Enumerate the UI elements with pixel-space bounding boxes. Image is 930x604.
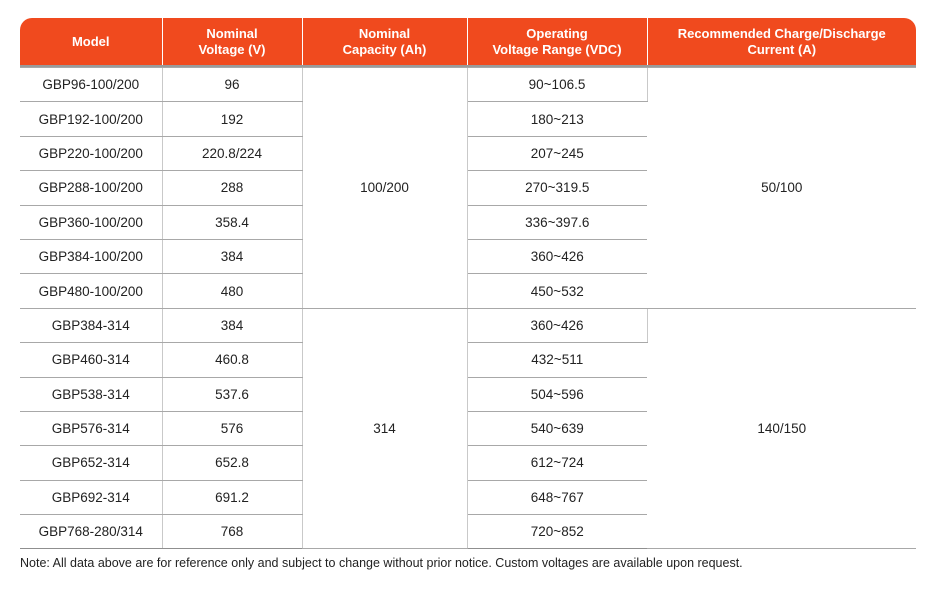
cell-nominal-voltage: 384: [162, 308, 302, 342]
header-nominal-voltage: Nominal Voltage (V): [162, 18, 302, 66]
cell-model: GBP480-100/200: [20, 274, 162, 308]
cell-model: GBP384-314: [20, 308, 162, 342]
table-header: [20, 18, 916, 66]
cell-operating-voltage-range: 612~724: [467, 446, 647, 480]
cell-operating-voltage-range: 360~426: [467, 239, 647, 273]
cell-operating-voltage-range: 540~639: [467, 411, 647, 445]
cell-operating-voltage-range: 504~596: [467, 377, 647, 411]
cell-nominal-voltage: 220.8/224: [162, 136, 302, 170]
cell-nominal-voltage: 192: [162, 102, 302, 136]
cell-model: GBP652-314: [20, 446, 162, 480]
cell-operating-voltage-range: 90~106.5: [467, 68, 647, 102]
cell-nominal-voltage: 691.2: [162, 480, 302, 514]
cell-nominal-voltage: 768: [162, 515, 302, 549]
cell-nominal-voltage: 96: [162, 68, 302, 102]
cell-model: GBP692-314: [20, 480, 162, 514]
cell-operating-voltage-range: 180~213: [467, 102, 647, 136]
table-body: [20, 66, 916, 549]
cell-operating-voltage-range: 207~245: [467, 136, 647, 170]
header-model: Model: [20, 18, 162, 66]
cell-model: GBP384-100/200: [20, 239, 162, 273]
cell-charge-discharge-current: 50/100: [647, 68, 916, 309]
cell-model: GBP192-100/200: [20, 102, 162, 136]
cell-operating-voltage-range: 270~319.5: [467, 171, 647, 205]
cell-nominal-voltage: 460.8: [162, 343, 302, 377]
header-nominal-capacity: Nominal Capacity (Ah): [302, 18, 467, 66]
cell-model: GBP768-280/314: [20, 515, 162, 549]
cell-operating-voltage-range: 336~397.6: [467, 205, 647, 239]
cell-operating-voltage-range: 720~852: [467, 515, 647, 549]
cell-model: GBP288-100/200: [20, 171, 162, 205]
header-row: [20, 18, 916, 66]
table-row: [20, 68, 916, 102]
spec-table: [20, 18, 916, 549]
cell-operating-voltage-range: 360~426: [467, 308, 647, 342]
cell-nominal-voltage: 576: [162, 411, 302, 445]
cell-nominal-voltage: 537.6: [162, 377, 302, 411]
cell-operating-voltage-range: 648~767: [467, 480, 647, 514]
cell-nominal-voltage: 652.8: [162, 446, 302, 480]
table-row: [20, 308, 916, 342]
cell-nominal-capacity: 100/200: [302, 68, 467, 309]
cell-model: GBP96-100/200: [20, 68, 162, 102]
cell-model: GBP220-100/200: [20, 136, 162, 170]
cell-nominal-voltage: 358.4: [162, 205, 302, 239]
cell-model: GBP576-314: [20, 411, 162, 445]
cell-nominal-capacity: 314: [302, 308, 467, 549]
cell-model: GBP538-314: [20, 377, 162, 411]
cell-model: GBP360-100/200: [20, 205, 162, 239]
cell-nominal-voltage: 384: [162, 239, 302, 273]
cell-model: GBP460-314: [20, 343, 162, 377]
cell-nominal-voltage: 480: [162, 274, 302, 308]
header-charge-discharge-current: Recommended Charge/Discharge Current (A): [647, 18, 916, 66]
cell-nominal-voltage: 288: [162, 171, 302, 205]
footnote: Note: All data above are for reference only and subject to change without prior notice. Custom voltages are available upon request.: [20, 556, 743, 570]
header-operating-voltage-range: Operating Voltage Range (VDC): [467, 18, 647, 66]
cell-operating-voltage-range: 432~511: [467, 343, 647, 377]
cell-charge-discharge-current: 140/150: [647, 308, 916, 549]
cell-operating-voltage-range: 450~532: [467, 274, 647, 308]
